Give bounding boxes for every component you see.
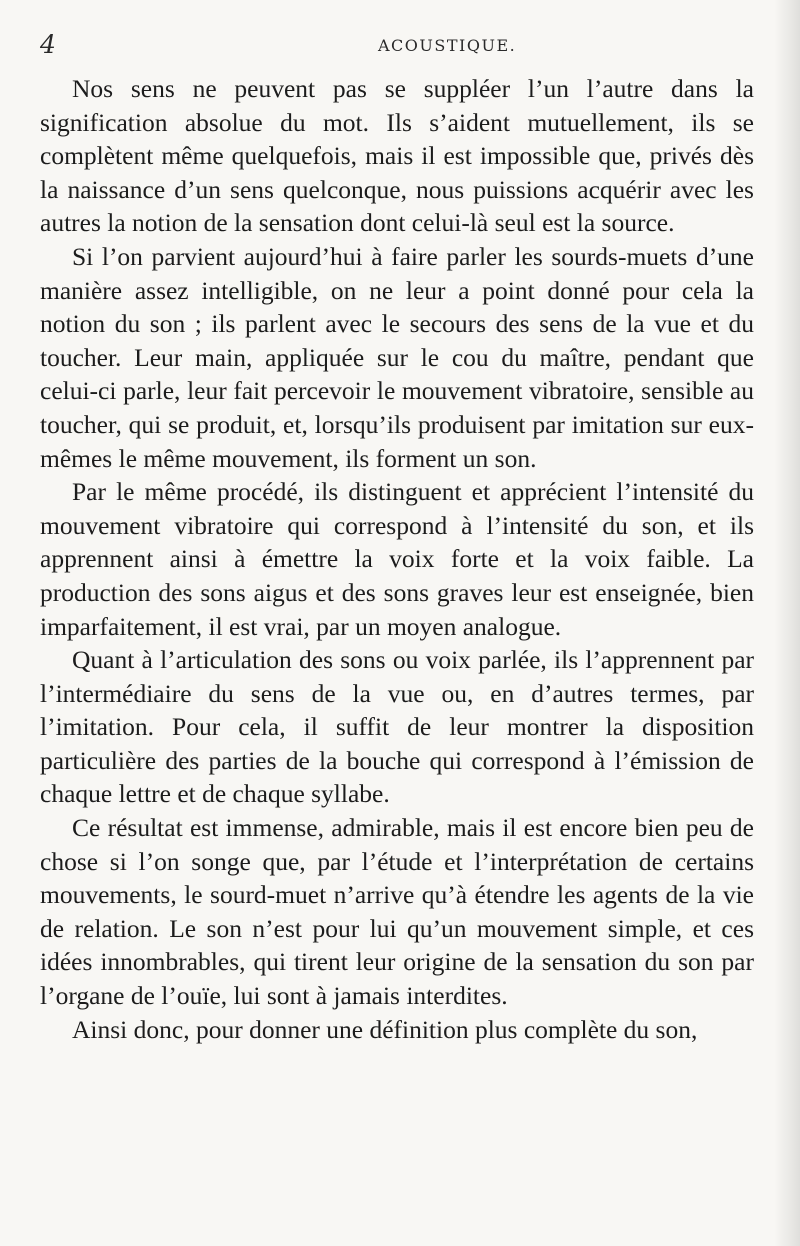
paragraph: Ainsi donc, pour donner une définition plus complète du son, bbox=[72, 1014, 698, 1044]
paragraph: Si l’on parvient aujourd’hui à faire parler les sourds-muets d’une manière assez intelligible, on ne leur a point donné pour cela la notion du son ; ils parlent avec le secours des sens de la vue et du toucher. Leur main, appliquée sur le cou du maître, pendant que celui-ci parle, leur fait percevoir le mouvement vibratoire, sensible au toucher, qui se produit, et, lorsqu’ils produisent par imitation sur eux-mêmes le même mouvement, ils forment un son. bbox=[40, 241, 754, 473]
paragraph: Nos sens ne peuvent pas se suppléer l’un l’autre dans la signification absolue du mot. Ils s’aident mutuellement, ils se complètent même quelquefois, mais il est impossible que, privés dès la naissance d’un sens quelconque, nous puissions acquérir avec les autres la notion de la sensation dont celui-là seul est la source. bbox=[40, 74, 754, 238]
page-number: 4 bbox=[40, 30, 56, 59]
paragraph: Quant à l’articulation des sons ou voix parlée, ils l’apprennent par l’intermédiaire du sens de la vue ou, en d’autres termes, par l’imitation. Pour cela, il suffit de leur montrer la disposition particulière des parties de la bouche qui correspond à l’émission de chaque lettre et de chaque syllabe. bbox=[40, 645, 754, 809]
paragraph: Par le même procédé, ils distinguent et apprécient l’intensité du mouvement vibratoire qui correspond à l’intensité du son, et ils apprennent ainsi à émettre la voix forte et la voix faible. La production des sons aigus et des sons graves leur est enseignée, bien imparfaitement, il est vrai, par un moyen analogue. bbox=[40, 477, 754, 641]
running-head: ACOUSTIQUE. bbox=[378, 36, 517, 55]
page-header bbox=[40, 30, 760, 64]
body-text bbox=[40, 72, 754, 1046]
page-edge-shadow bbox=[774, 0, 800, 1246]
paragraph: Ce résultat est immense, admirable, mais il est encore bien peu de chose si l’on songe que, par l’étude et l’interprétation de certains mouvements, le sourd-muet n’arrive qu’à étendre les agents de la vie de relation. Le son n’est pour lui qu’un mouvement simple, et ces idées innombrables, qui tirent leur origine de la sensation du son par l’organe de l’ouïe, lui sont à jamais interdites. bbox=[40, 813, 754, 1011]
